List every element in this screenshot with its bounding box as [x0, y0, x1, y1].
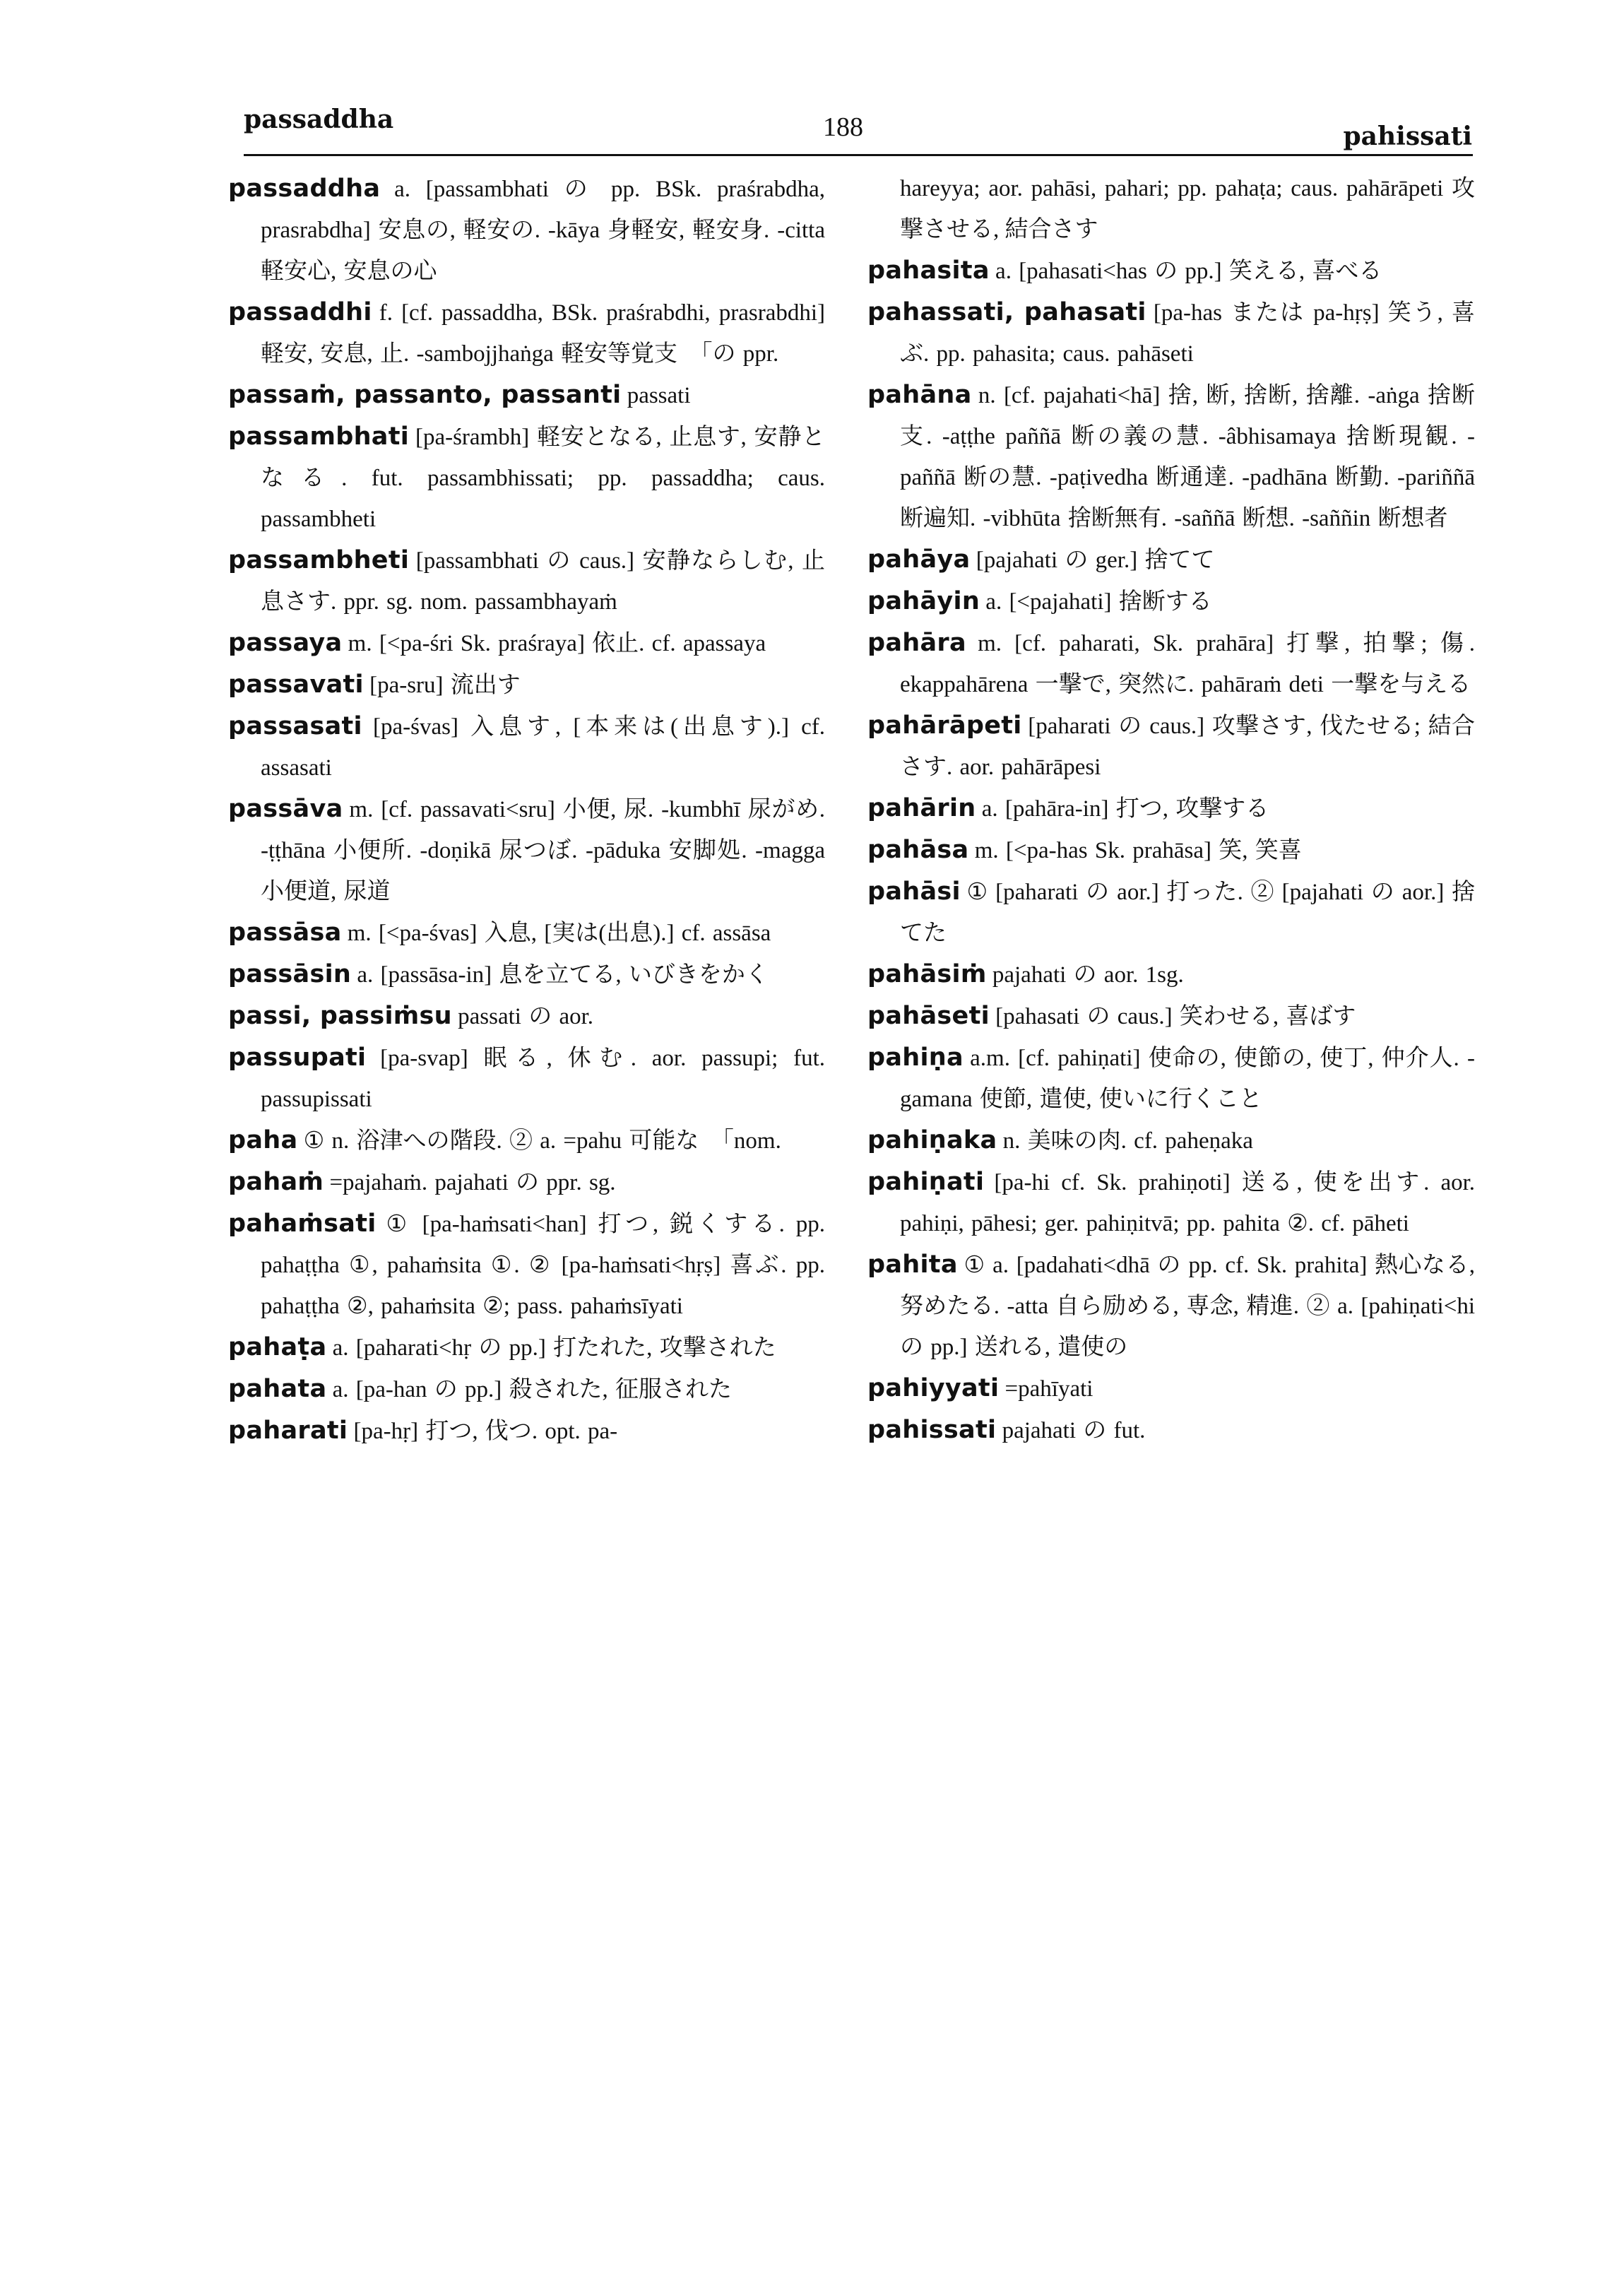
- entry-definition: [pa-has または pa-hṛṣ] 笑う, 喜ぶ. pp. pahasita; caus. pahāseti: [900, 300, 1475, 367]
- dictionary-entry: [228, 622, 825, 664]
- dictionary-entry: [867, 1409, 1475, 1451]
- entry-headword: passavati: [228, 670, 364, 699]
- entry-definition: a. [passambhati の pp. BSk. praśrabdha, prasrabdha] 安息の, 軽安の. -kāya 身軽安, 軽安身. -citta 軽安心, 安息の心: [261, 177, 825, 284]
- dictionary-entry: [867, 871, 1475, 954]
- entry-headword: passāsin: [228, 960, 352, 988]
- entry-definition: ① [paharati の aor.] 打った. ② [pajahati の aor.] 捨てた: [900, 880, 1476, 946]
- dictionary-entry: [228, 912, 825, 954]
- entry-definition: [pahasati の caus.] 笑わせる, 喜ばす: [995, 1004, 1356, 1029]
- entry-definition: ① n. 浴津への階段. ② a. =pahu 可能な 「nom.: [303, 1128, 781, 1154]
- dictionary-entry: [228, 788, 825, 912]
- entry-definition: a. [passāsa-in] 息を立てる, いびきをかく: [357, 962, 769, 988]
- entry-headword: pahārāpeti: [867, 711, 1022, 740]
- entry-headword: paha: [228, 1126, 298, 1154]
- entry-headword: passupati: [228, 1043, 367, 1072]
- entry-definition: ① [pa-haṁsati<han] 打つ, 鋭くする. pp. pahaṭṭha ①, pahaṁsita ①. ② [pa-haṁsati<hṛṣ] 喜ぶ. pp. pahaṭṭha ②, pahaṁsita ②; pass. pahaṁsīyati: [261, 1212, 825, 1319]
- entry-definition: ① a. [padahati<dhā の pp. cf. Sk. prahita] 熱心なる, 努めたる. -atta 自ら励める, 専念, 精進. ② a. [pahiṇati<hi の pp.] 送れる, 遣使の: [900, 1253, 1476, 1360]
- entry-definition: =pajahaṁ. pajahati の ppr. sg.: [329, 1170, 616, 1195]
- dictionary-entry: [228, 1203, 825, 1327]
- dictionary-entry: [228, 540, 825, 622]
- entry-headword: pahissati: [867, 1416, 997, 1444]
- entry-headword: pahiṇa: [867, 1043, 964, 1072]
- dictionary-entry: [867, 1120, 1475, 1161]
- entry-definition: passati の aor.: [458, 1004, 594, 1029]
- entry-headword: pahita: [867, 1251, 958, 1279]
- dictionary-entry: [228, 1368, 825, 1410]
- entry-definition: m. [<pa-śvas] 入息, [実は(出息).] cf. assāsa: [347, 921, 771, 946]
- entry-definition: =pahīyati: [1004, 1376, 1093, 1402]
- entry-headword: passāva: [228, 795, 343, 823]
- entry-headword: passaṁ, passanto, passanti: [228, 381, 622, 409]
- entry-definition: passati: [627, 383, 691, 408]
- entry-definition: a. [<pajahati] 捨断する: [985, 589, 1212, 615]
- entry-headword: passāsa: [228, 918, 342, 947]
- entry-headword: pahata: [228, 1375, 327, 1403]
- left-guideword: passaddha: [244, 105, 394, 134]
- entry-continuation: hareyya; aor. pahāsi, pahari; pp. pahaṭa; caus. pahārāpeti 攻撃させる, 結合さす: [900, 176, 1475, 242]
- entry-definition: m. [<pa-śri Sk. praśraya] 依止. cf. apassaya: [348, 631, 766, 656]
- dictionary-entry: [867, 1161, 1475, 1244]
- header-rule: [244, 154, 1473, 156]
- entry-headword: pahiṇati: [867, 1168, 985, 1196]
- entry-headword: passambhati: [228, 422, 410, 451]
- dictionary-entry: [867, 292, 1475, 374]
- dictionary-entry: [867, 829, 1475, 871]
- entry-headword: passasati: [228, 712, 362, 740]
- entry-definition: m. [<pa-has Sk. prahāsa] 笑, 笑喜: [974, 838, 1302, 863]
- dictionary-entry: [867, 995, 1475, 1037]
- dictionary-entry: [867, 788, 1475, 829]
- dictionary-entry: [867, 954, 1475, 995]
- entry-headword: pahāsiṁ: [867, 960, 987, 988]
- entry-definition: a. [pahasati<has の pp.] 笑える, 喜べる: [995, 259, 1382, 284]
- entry-definition: a. [pa-han の pp.] 殺された, 征服された: [332, 1377, 733, 1402]
- entry-definition: f. [cf. passaddha, BSk. praśrabdhi, prasrabdhi] 軽安, 安息, 止. -sambojjhaṅga 軽安等覚支 「の ppr.: [261, 300, 826, 367]
- dictionary-entry: [867, 1037, 1475, 1120]
- entry-headword: pahaṁ: [228, 1168, 324, 1196]
- dictionary-entry: [228, 1327, 825, 1368]
- dictionary-entry: [228, 416, 825, 540]
- dictionary-entry: [867, 622, 1475, 705]
- entry-headword: pahāsi: [867, 877, 961, 906]
- dictionary-entry: [228, 995, 825, 1037]
- dictionary-entry: [867, 581, 1475, 622]
- entry-definition: [passambhati の caus.] 安静ならしむ, 止息さす. ppr. sg. nom. passambhayaṁ: [261, 548, 825, 615]
- entry-headword: pahassati, pahasati: [867, 298, 1146, 326]
- entry-headword: passi, passiṁsu: [228, 1002, 452, 1030]
- entry-definition: m. [cf. passavati<sru] 小便, 尿. -kumbhī 尿がめ. -ṭṭhāna 小便所. -doṇikā 尿つぼ. -pāduka 安脚処. -magga 小便道, 尿道: [261, 797, 826, 904]
- entry-definition: [pa-sru] 流出す: [369, 673, 521, 698]
- dictionary-entry: [228, 374, 825, 416]
- right-column: [867, 168, 1475, 1451]
- dictionary-entry: [228, 168, 825, 292]
- dictionary-entry: [228, 1037, 825, 1120]
- dictionary-entry: [867, 705, 1475, 788]
- dictionary-entry: [228, 664, 825, 706]
- dictionary-entry: [228, 1120, 825, 1161]
- entry-headword: passaddhi: [228, 298, 372, 326]
- entry-headword: pahāyin: [867, 587, 980, 615]
- entry-definition: a. [pahāra-in] 打つ, 攻撃する: [981, 796, 1269, 822]
- entry-definition: m. [cf. paharati, Sk. prahāra] 打撃, 拍撃; 傷. ekappahārena 一撃で, 突然に. pahāraṁ deti 一撃を与える: [900, 631, 1475, 697]
- entry-definition: [pa-svap] 眠る, 休む. aor. passupi; fut. passupissati: [261, 1046, 826, 1112]
- entry-headword: passaddha: [228, 175, 381, 203]
- dictionary-entry: [228, 292, 825, 374]
- left-column: [228, 168, 825, 1452]
- entry-headword: pahāya: [867, 545, 971, 574]
- entry-headword: pahaṁsati: [228, 1210, 377, 1238]
- right-guideword: pahissati: [1343, 122, 1472, 151]
- entry-definition: [paharati の caus.] 攻撃さす, 伐たせる; 結合さす. aor. pahārāpesi: [900, 714, 1475, 780]
- dictionary-entry: [867, 539, 1475, 581]
- entry-definition: a. [paharati<hṛ の pp.] 打たれた, 攻撃された: [332, 1335, 776, 1361]
- entry-headword: pahāseti: [867, 1002, 990, 1030]
- entry-definition: [pa-śrambh] 軽安となる, 止息す, 安静となる. fut. passambhissati; pp. passaddha; caus. passambheti: [261, 425, 825, 532]
- entry-definition: pajahati の aor. 1sg.: [992, 962, 1184, 988]
- entry-headword: pahāra: [867, 629, 966, 657]
- entry-definition: [pa-śvas] 入息す, [本来は(出息す).] cf. assasati: [261, 714, 826, 781]
- dictionary-entry: [867, 250, 1475, 292]
- entry-headword: pahaṭa: [228, 1333, 327, 1361]
- dictionary-entry: [867, 1368, 1475, 1409]
- entry-headword: pahārin: [867, 794, 976, 822]
- entry-definition: pajahati の fut.: [1002, 1418, 1146, 1443]
- dictionary-entry: [228, 1161, 825, 1203]
- dictionary-entry: [867, 374, 1475, 539]
- entry-headword: pahiṇaka: [867, 1126, 997, 1154]
- page-number: 188: [823, 112, 863, 142]
- entry-headword: passambheti: [228, 546, 410, 574]
- entry-headword: pahāna: [867, 381, 972, 409]
- entry-headword: pahāsa: [867, 836, 969, 864]
- dictionary-entry: [228, 706, 825, 788]
- entry-headword: pahasita: [867, 256, 990, 285]
- entry-definition: n. 美味の肉. cf. paheṇaka: [1002, 1128, 1253, 1154]
- entry-definition: [pajahati の ger.] 捨てて: [976, 548, 1215, 573]
- entry-headword: paharati: [228, 1417, 348, 1445]
- dictionary-entry: [228, 954, 825, 995]
- entry-definition: a.m. [cf. pahiṇati] 使命の, 使節の, 使丁, 仲介人. -gamana 使節, 遣使, 使いに行くこと: [900, 1046, 1475, 1112]
- entry-headword: passaya: [228, 629, 343, 657]
- dictionary-entry: [867, 1244, 1475, 1368]
- dictionary-entry: [228, 1410, 825, 1452]
- entry-headword: pahiyyati: [867, 1374, 1000, 1402]
- entry-definition: [pa-hi cf. Sk. prahiṇoti] 送る, 使を出す. aor. pahiṇi, pāhesi; ger. pahiṇitvā; pp. pahita ②. cf. pāheti: [900, 1170, 1476, 1236]
- entry-definition: [pa-hṛ] 打つ, 伐つ. opt. pa-: [353, 1419, 618, 1444]
- entry-definition: n. [cf. pajahati<hā] 捨, 断, 捨断, 捨離. -aṅga 捨断支. -aṭṭhe paññā 断の義の慧. -âbhisamaya 捨断現観. -paññā 断の慧. -paṭivedha 断通達. -padhāna 断勤. -pariññā 断遍知. -vibhūta 捨断無有. -saññā 断想. -saññin 断想者: [900, 383, 1476, 531]
